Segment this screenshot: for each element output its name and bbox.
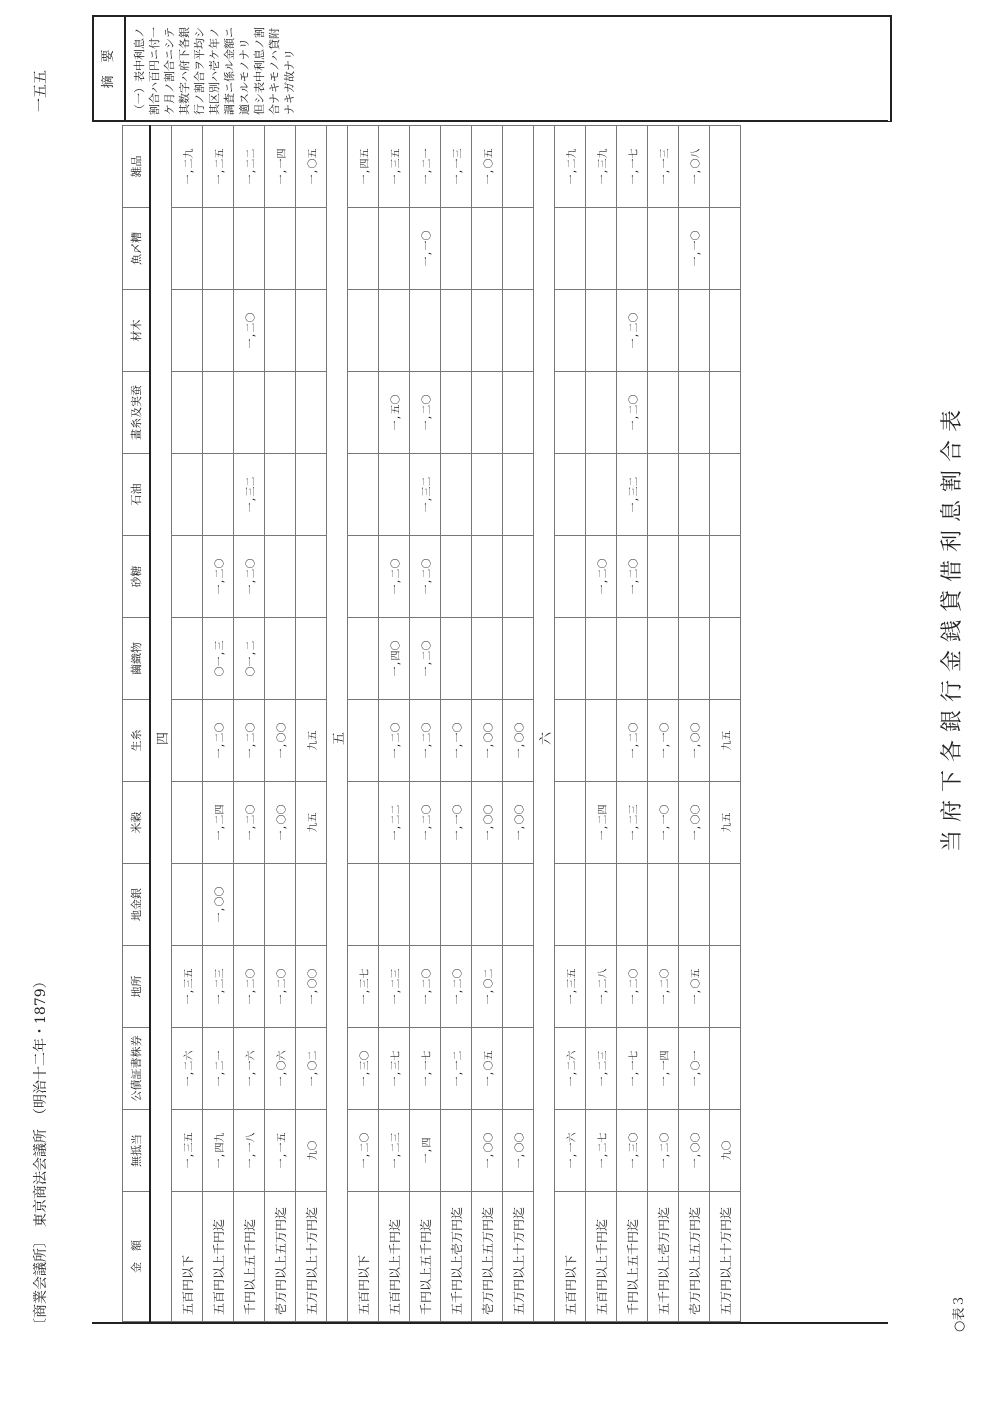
rate-cell xyxy=(586,864,617,946)
rate-cell xyxy=(348,208,379,290)
rate-cell xyxy=(379,208,410,290)
rate-cell: 一,〇〇 xyxy=(203,864,234,946)
column-header: 雑品 xyxy=(123,126,151,208)
rate-cell xyxy=(472,864,503,946)
rate-cell xyxy=(265,536,296,618)
rate-cell: 一,二〇 xyxy=(234,536,265,618)
rate-cell: 一,一〇 xyxy=(648,782,679,864)
rate-cell xyxy=(410,864,441,946)
column-header: 砂糖 xyxy=(123,536,151,618)
rate-cell xyxy=(586,700,617,782)
notes-header: 摘 要 xyxy=(94,17,126,121)
column-header: 材木 xyxy=(123,290,151,372)
rate-cell: 一,二〇 xyxy=(234,782,265,864)
rate-cell xyxy=(379,454,410,536)
rate-cell: 一,〇一 xyxy=(679,1028,710,1110)
rate-cell xyxy=(265,454,296,536)
rate-cell: 一,〇〇 xyxy=(265,782,296,864)
rate-cell: 一,二三 xyxy=(379,1110,410,1192)
rate-cell xyxy=(503,864,534,946)
column-header: 公債証書株券 xyxy=(123,1028,151,1110)
rate-cell: 一,二〇 xyxy=(617,946,648,1028)
table-row xyxy=(203,126,234,1322)
rate-cell: 一,〇二 xyxy=(296,1028,327,1110)
rate-cell: 一,一六 xyxy=(555,1110,586,1192)
rate-cell xyxy=(710,618,741,700)
rate-cell: 一,二三 xyxy=(203,946,234,1028)
rate-cell xyxy=(503,1028,534,1110)
section-row xyxy=(327,126,348,1322)
rate-cell xyxy=(441,864,472,946)
rate-cell xyxy=(379,290,410,372)
rate-cell xyxy=(296,208,327,290)
rate-cell: 一,四九 xyxy=(203,1110,234,1192)
column-header: 地金銀 xyxy=(123,864,151,946)
table-row xyxy=(379,126,410,1322)
rate-cell: 一,二〇 xyxy=(410,700,441,782)
rate-cell xyxy=(348,536,379,618)
table-row xyxy=(648,126,679,1322)
amount-cell: 千円以上五千円迄 xyxy=(234,1192,265,1322)
rate-cell xyxy=(648,536,679,618)
rate-cell xyxy=(172,290,203,372)
rate-cell xyxy=(679,290,710,372)
table-row xyxy=(410,126,441,1322)
rate-cell: 一,二二 xyxy=(379,782,410,864)
rate-cell: 一,一〇 xyxy=(410,208,441,290)
rate-cell xyxy=(348,290,379,372)
rate-cell xyxy=(555,700,586,782)
column-header: 繭織物 xyxy=(123,618,151,700)
rate-cell xyxy=(555,454,586,536)
rate-cell: 一,一三 xyxy=(441,126,472,208)
rate-cell: 一,二三 xyxy=(586,1028,617,1110)
rate-cell: 一,三五 xyxy=(172,1110,203,1192)
rate-cell xyxy=(265,208,296,290)
rate-cell: 一,二〇 xyxy=(648,1110,679,1192)
rate-cell: 一,二九 xyxy=(555,126,586,208)
column-header: 生糸 xyxy=(123,700,151,782)
rate-cell xyxy=(586,290,617,372)
rate-cell: 一,四 xyxy=(410,1110,441,1192)
amount-cell: 五千円以上壱万円迄 xyxy=(441,1192,472,1322)
amount-cell: 壱万円以上五万円迄 xyxy=(472,1192,503,1322)
rate-cell: 一,二一 xyxy=(410,126,441,208)
rate-cell xyxy=(172,700,203,782)
rate-cell xyxy=(441,618,472,700)
rate-cell xyxy=(441,536,472,618)
rate-cell xyxy=(648,208,679,290)
rate-cell xyxy=(296,454,327,536)
amount-cell: 五万円以上十万円迄 xyxy=(710,1192,741,1322)
rate-cell: 一,一七 xyxy=(617,126,648,208)
rate-cell: 一,四五 xyxy=(348,126,379,208)
table-row xyxy=(472,126,503,1322)
notes-panel xyxy=(92,15,892,122)
rate-cell xyxy=(617,208,648,290)
amount-cell: 五百円以上千円迄 xyxy=(203,1192,234,1322)
notes-text: （一）表中利息ノ割合ハ百円ニ付一ケ月ノ割合ニシテ其数字ハ府下各銀行ノ割合ヲ平均シ其区別ハ壱ケ年ノ調査ニ係ル金額ニ適スルモノナリ 但シ表中利息ノ割合ナキモノハ貸附ナキガ故ナリ xyxy=(133,27,296,115)
rate-cell xyxy=(472,618,503,700)
table-header-band xyxy=(92,122,122,1322)
rate-cell: 一,一四 xyxy=(265,126,296,208)
rate-cell: 一,四〇 xyxy=(379,618,410,700)
footer-source: 〔商業会議所〕 東京商法会議所 （明治十二年・1879） xyxy=(33,974,49,1332)
rate-cell: 一,一五 xyxy=(265,1110,296,1192)
rate-cell xyxy=(234,372,265,454)
rate-cell: 一,二六 xyxy=(172,1028,203,1110)
table-row xyxy=(441,126,472,1322)
rate-cell: 一,〇〇 xyxy=(503,1110,534,1192)
rate-cell: 一,一八 xyxy=(234,1110,265,1192)
amount-cell: 五万円以上十万円迄 xyxy=(296,1192,327,1322)
rate-cell xyxy=(379,864,410,946)
rate-cell: 九五 xyxy=(710,700,741,782)
rate-cell xyxy=(265,864,296,946)
rate-cell xyxy=(648,290,679,372)
interest-rate-table xyxy=(92,120,888,1324)
rate-cell xyxy=(472,290,503,372)
rate-cell xyxy=(296,372,327,454)
rate-cell: 一,二三 xyxy=(379,946,410,1028)
column-header: 無抵当 xyxy=(123,1110,151,1192)
table-number-label: ○表３ xyxy=(952,1294,967,1332)
table-row xyxy=(555,126,586,1322)
table-row xyxy=(710,126,741,1322)
rate-cell xyxy=(441,1110,472,1192)
table-row xyxy=(679,126,710,1322)
rate-cell xyxy=(203,372,234,454)
rate-cell xyxy=(586,372,617,454)
rate-cell: 一,〇〇 xyxy=(679,700,710,782)
rate-cell: 一,二八 xyxy=(586,946,617,1028)
rate-cell xyxy=(172,372,203,454)
rate-cell: 一,二〇 xyxy=(410,372,441,454)
rate-cell: 一,三〇 xyxy=(617,1110,648,1192)
rate-cell: 一,二〇 xyxy=(586,536,617,618)
rate-cell xyxy=(348,454,379,536)
rate-cell xyxy=(172,618,203,700)
rate-cell: 一,〇〇 xyxy=(679,782,710,864)
rate-cell xyxy=(296,290,327,372)
rate-cell: 一,二〇 xyxy=(265,946,296,1028)
rate-cell: 一,〇五 xyxy=(296,126,327,208)
rate-cell xyxy=(503,126,534,208)
rate-cell xyxy=(265,372,296,454)
rate-cell xyxy=(710,454,741,536)
amount-cell: 千円以上五千円迄 xyxy=(617,1192,648,1322)
section-label: 六 xyxy=(534,126,555,1322)
rate-cell: 一,〇〇 xyxy=(472,782,503,864)
rate-cell: 一,三五 xyxy=(555,946,586,1028)
rate-cell: 一,〇五 xyxy=(679,946,710,1028)
rate-cell: 一,二〇 xyxy=(379,700,410,782)
amount-cell: 壱万円以上五万円迄 xyxy=(265,1192,296,1322)
rate-cell xyxy=(441,208,472,290)
rate-cell xyxy=(710,208,741,290)
rate-cell: 一,三七 xyxy=(348,946,379,1028)
table-row xyxy=(172,126,203,1322)
rate-cell xyxy=(203,290,234,372)
rate-cell: 一,〇六 xyxy=(265,1028,296,1110)
rate-cell xyxy=(710,536,741,618)
rate-cell xyxy=(441,290,472,372)
rate-cell: 一,三五 xyxy=(379,126,410,208)
rate-cell xyxy=(710,290,741,372)
rate-cell xyxy=(348,782,379,864)
rate-cell xyxy=(648,864,679,946)
rate-cell xyxy=(348,700,379,782)
document-title: 当府下各銀行金銭貸借利息割合表 xyxy=(940,401,965,852)
rate-cell: 一,〇〇 xyxy=(265,700,296,782)
rate-cell xyxy=(296,536,327,618)
rate-cell: 一,二〇 xyxy=(203,536,234,618)
section-row xyxy=(534,126,555,1322)
rate-cell: 一,〇八 xyxy=(679,126,710,208)
column-header: 魚〆糟 xyxy=(123,208,151,290)
table-row xyxy=(586,126,617,1322)
rate-cell xyxy=(586,618,617,700)
rate-cell xyxy=(172,864,203,946)
rate-cell: 一,二四 xyxy=(203,782,234,864)
rate-cell xyxy=(679,864,710,946)
rate-cell: 九五 xyxy=(296,700,327,782)
rate-cell: 一,一七 xyxy=(410,1028,441,1110)
amount-cell: 五百円以下 xyxy=(348,1192,379,1322)
rate-cell: 一,二〇 xyxy=(203,700,234,782)
amount-header: 金 額 xyxy=(123,1192,151,1322)
rate-cell xyxy=(503,372,534,454)
rate-cell xyxy=(586,208,617,290)
rate-cell: 一,三二 xyxy=(617,454,648,536)
amount-cell: 五百円以下 xyxy=(172,1192,203,1322)
rate-cell xyxy=(710,946,741,1028)
rate-cell: 一,三七 xyxy=(379,1028,410,1110)
rate-cell xyxy=(348,618,379,700)
rate-cell xyxy=(503,946,534,1028)
rate-cell xyxy=(503,618,534,700)
rate-cell: 一,二〇 xyxy=(234,700,265,782)
column-header: 地所 xyxy=(123,946,151,1028)
rate-cell: 一,二六 xyxy=(555,1028,586,1110)
rate-cell: 一,一六 xyxy=(234,1028,265,1110)
rate-cell: 一,〇〇 xyxy=(296,946,327,1028)
table-row xyxy=(617,126,648,1322)
rate-cell: 一,二〇 xyxy=(410,782,441,864)
page-number: 一五五 xyxy=(33,70,49,112)
amount-cell: 五百円以上千円迄 xyxy=(586,1192,617,1322)
rate-cell: 〇一,二 xyxy=(234,618,265,700)
rate-cell: 一,二三 xyxy=(617,782,648,864)
rate-cell: 一,三五 xyxy=(172,946,203,1028)
section-label: 四 xyxy=(150,126,172,1322)
rate-cell xyxy=(648,454,679,536)
rate-cell xyxy=(203,454,234,536)
rate-cell: 一,二七 xyxy=(586,1110,617,1192)
rate-cell xyxy=(203,208,234,290)
rate-cell: 一,〇五 xyxy=(472,126,503,208)
rate-cell xyxy=(472,208,503,290)
rate-cell: 一,三〇 xyxy=(348,1028,379,1110)
rate-cell xyxy=(234,864,265,946)
rate-cell: 一,一〇 xyxy=(648,700,679,782)
rate-cell: 一,〇二 xyxy=(472,946,503,1028)
rate-cell: 〇一,三 xyxy=(203,618,234,700)
rate-cell: 一,三二 xyxy=(234,454,265,536)
rate-cell xyxy=(265,290,296,372)
amount-cell: 五百円以上千円迄 xyxy=(379,1192,410,1322)
rate-cell xyxy=(679,618,710,700)
rate-cell: 一,二〇 xyxy=(234,290,265,372)
rate-cell xyxy=(472,536,503,618)
rate-cell: 一,二〇 xyxy=(234,946,265,1028)
rate-cell xyxy=(172,536,203,618)
rate-cell: 一,一二 xyxy=(441,1028,472,1110)
rate-cell xyxy=(296,864,327,946)
rate-cell xyxy=(441,454,472,536)
rate-cell: 一,一〇 xyxy=(441,782,472,864)
rate-cell: 一,〇五 xyxy=(472,1028,503,1110)
rate-cell xyxy=(648,618,679,700)
table-row xyxy=(234,126,265,1322)
rate-cell: 一,二〇 xyxy=(617,372,648,454)
amount-cell: 五千円以上壱万円迄 xyxy=(648,1192,679,1322)
rate-cell xyxy=(296,618,327,700)
rate-cell xyxy=(710,372,741,454)
rate-cell xyxy=(555,208,586,290)
rate-cell xyxy=(555,290,586,372)
rate-cell: 一,〇〇 xyxy=(503,700,534,782)
rate-cell xyxy=(617,618,648,700)
rate-cell xyxy=(410,290,441,372)
rate-cell: 九〇 xyxy=(296,1110,327,1192)
column-header: 畫糸及実蚕 xyxy=(123,372,151,454)
rate-cell: 一,〇〇 xyxy=(472,700,503,782)
rate-cell xyxy=(586,454,617,536)
rate-cell: 一,三二 xyxy=(410,454,441,536)
section-row xyxy=(150,126,172,1322)
rate-cell xyxy=(472,454,503,536)
rate-cell xyxy=(710,864,741,946)
rate-cell: 一,〇〇 xyxy=(679,1110,710,1192)
rate-cell: 一,五〇 xyxy=(379,372,410,454)
rate-cell xyxy=(617,864,648,946)
rate-cell xyxy=(679,454,710,536)
rate-cell: 一,一三 xyxy=(648,126,679,208)
rate-cell: 一,二〇 xyxy=(379,536,410,618)
table-row xyxy=(265,126,296,1322)
section-label: 五 xyxy=(327,126,348,1322)
rate-cell xyxy=(348,864,379,946)
rate-cell xyxy=(472,372,503,454)
rate-cell: 一,二九 xyxy=(172,126,203,208)
rate-cell: 一,二〇 xyxy=(410,618,441,700)
rate-cell: 一,一七 xyxy=(617,1028,648,1110)
rate-cell: 一,二一 xyxy=(203,1028,234,1110)
rate-cell: 一,二四 xyxy=(586,782,617,864)
rate-cell: 一,一四 xyxy=(648,1028,679,1110)
rate-cell xyxy=(172,454,203,536)
rate-cell: 一,二〇 xyxy=(410,946,441,1028)
rate-cell: 一,二〇 xyxy=(617,700,648,782)
amount-cell: 壱万円以上五万円迄 xyxy=(679,1192,710,1322)
rate-cell xyxy=(441,372,472,454)
rate-cell xyxy=(348,372,379,454)
rate-cell: 一,二〇 xyxy=(617,290,648,372)
rate-cell xyxy=(503,536,534,618)
amount-cell: 千円以上五千円迄 xyxy=(410,1192,441,1322)
rate-cell: 九五 xyxy=(710,782,741,864)
rate-cell xyxy=(172,782,203,864)
rate-cell xyxy=(503,454,534,536)
rate-cell xyxy=(555,372,586,454)
rate-cell xyxy=(555,618,586,700)
column-header: 米穀 xyxy=(123,782,151,864)
amount-cell: 五万円以上十万円迄 xyxy=(503,1192,534,1322)
rate-cell xyxy=(234,208,265,290)
table-row xyxy=(296,126,327,1322)
rate-cell: 一,三九 xyxy=(586,126,617,208)
rate-cell: 一,〇〇 xyxy=(503,782,534,864)
rate-cell: 一,一〇 xyxy=(441,700,472,782)
rate-cell: 一,二〇 xyxy=(410,536,441,618)
rate-cell xyxy=(710,126,741,208)
rate-cell xyxy=(503,290,534,372)
rate-cell: 九五 xyxy=(296,782,327,864)
rate-cell xyxy=(555,536,586,618)
rate-cell: 一,二〇 xyxy=(648,946,679,1028)
rate-cell xyxy=(679,372,710,454)
rate-cell xyxy=(555,864,586,946)
rate-cell xyxy=(710,1028,741,1110)
rate-cell: 一,二二 xyxy=(234,126,265,208)
rate-cell: 一,二〇 xyxy=(348,1110,379,1192)
column-header: 石油 xyxy=(123,454,151,536)
rate-cell: 一,一〇 xyxy=(679,208,710,290)
table-row xyxy=(503,126,534,1322)
rate-cell xyxy=(648,372,679,454)
rate-cell xyxy=(265,618,296,700)
rate-cell: 九〇 xyxy=(710,1110,741,1192)
rate-cell xyxy=(172,208,203,290)
rate-cell xyxy=(679,536,710,618)
rate-grid xyxy=(122,125,741,1322)
rate-cell xyxy=(503,208,534,290)
amount-cell: 五百円以下 xyxy=(555,1192,586,1322)
rate-cell: 一,〇〇 xyxy=(472,1110,503,1192)
table-row xyxy=(348,126,379,1322)
column-header-row xyxy=(123,126,151,1322)
rate-cell xyxy=(555,782,586,864)
rate-cell: 一,二〇 xyxy=(441,946,472,1028)
rate-cell: 一,二五 xyxy=(203,126,234,208)
rate-cell: 一,二〇 xyxy=(617,536,648,618)
